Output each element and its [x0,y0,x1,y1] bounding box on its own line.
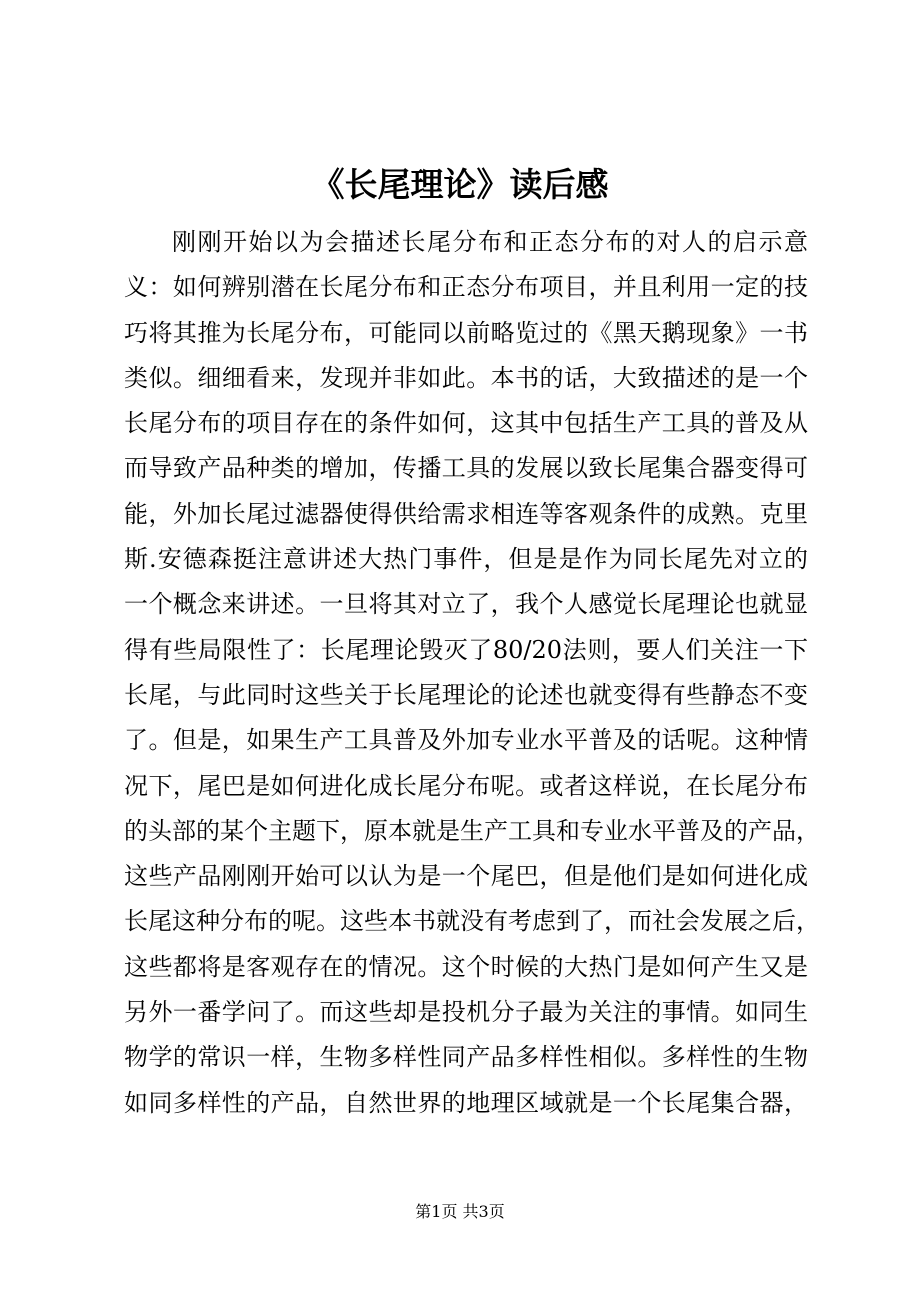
text-line: 这些产品刚刚开始可以认为是一个尾巴，但是他们是如何进化成 [124,862,808,891]
text-line: 物学的常识一样，生物多样性同产品多样性相似。多样性的生物 [124,1043,808,1072]
page-footer: 第1页 共3页 [415,1202,505,1221]
text-line: 类似。细细看来，发现并非如此。本书的话，大致描述的是一个 [124,363,808,392]
text-line: 能，外加长尾过滤器使得供给需求相连等客观条件的成熟。克里 [124,499,808,528]
text-line: 一个概念来讲述。一旦将其对立了，我个人感觉长尾理论也就显 [124,590,808,619]
text-line: 得有些局限性了：长尾理论毁灭了80/20法则，要人们关注一下 [124,635,808,664]
text-line: 的头部的某个主题下，原本就是生产工具和专业水平普及的产品， [124,816,820,845]
text-line: 另外一番学问了。而这些却是投机分子最为关注的事情。如同生 [124,998,808,1027]
text-line: 况下，尾巴是如何进化成长尾分布呢。或者这样说，在长尾分布 [124,771,808,800]
text-line: 如同多样性的产品，自然世界的地理区域就是一个长尾集合器， [124,1088,808,1117]
text-line: 斯.安德森挺注意讲述大热门事件，但是是作为同长尾先对立的 [124,545,808,574]
text-line: 义：如何辨别潜在长尾分布和正态分布项目，并且利用一定的技 [124,273,808,302]
document-title: 《长尾理论》读后感 [311,165,609,204]
text-line: 刚刚开始以为会描述长尾分布和正态分布的对人的启示意 [172,228,808,256]
text-line: 长尾这种分布的呢。这些本书就没有考虑到了，而社会发展之后， [124,907,820,936]
text-line: 这些都将是客观存在的情况。这个时候的大热门是如何产生又是 [124,952,808,981]
body-paragraph [124,220,820,1126]
text-line: 长尾，与此同时这些关于长尾理论的论述也就变得有些静态不变 [124,680,808,709]
text-line: 了。但是，如果生产工具普及外加专业水平普及的话呢。这种情 [124,726,808,755]
text-line: 长尾分布的项目存在的条件如何，这其中包括生产工具的普及从 [124,409,808,438]
text-line: 而导致产品种类的增加，传播工具的发展以致长尾集合器变得可 [124,454,808,483]
text-line: 巧将其推为长尾分布，可能同以前略览过的《黑天鹅现象》一书 [124,318,808,347]
